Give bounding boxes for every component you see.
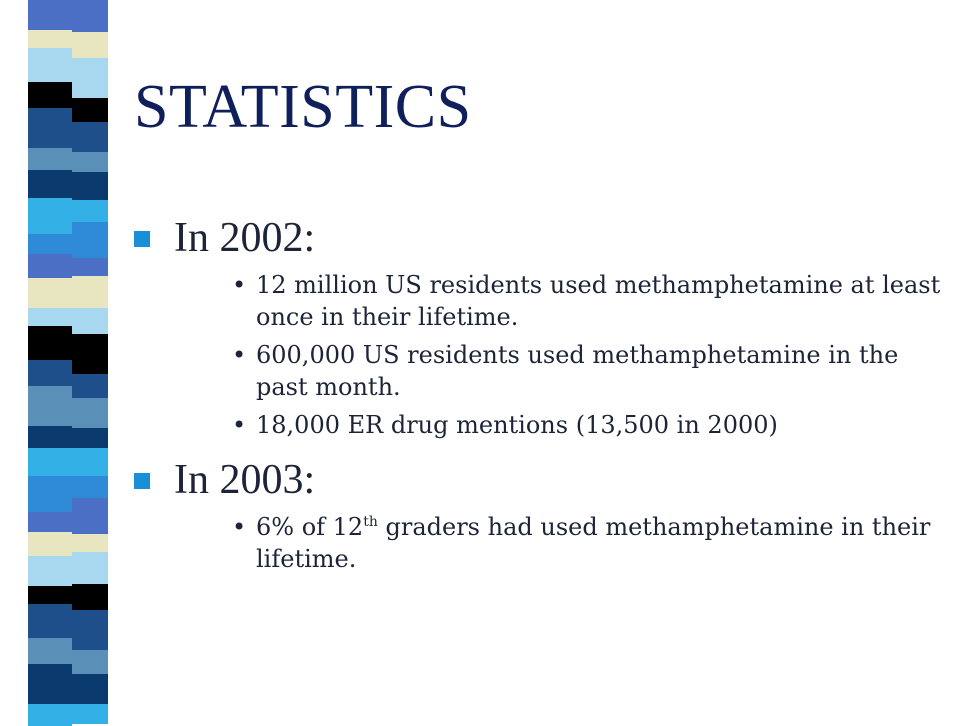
stripe-block bbox=[72, 200, 108, 222]
stripe-block bbox=[28, 234, 72, 254]
stripe-block bbox=[28, 108, 72, 148]
stripe-block bbox=[28, 704, 72, 726]
stripe-block bbox=[72, 448, 108, 476]
stripe-block bbox=[72, 172, 108, 200]
stripe-block bbox=[72, 674, 108, 704]
section-heading-2002: In 2002: bbox=[134, 214, 934, 262]
stripe-block bbox=[72, 498, 108, 534]
stripe-block bbox=[28, 360, 72, 386]
stripe-block bbox=[72, 374, 108, 398]
stripe-block bbox=[28, 604, 72, 638]
stripe-block bbox=[28, 198, 72, 234]
bullet-dot-icon: • bbox=[232, 513, 247, 542]
bullet-dot-icon: • bbox=[232, 341, 247, 370]
stripe-block bbox=[28, 148, 72, 170]
stripe-block bbox=[28, 30, 72, 48]
stripe-block bbox=[28, 664, 72, 704]
stripe-block bbox=[72, 704, 108, 724]
stripe-block bbox=[72, 0, 108, 32]
stripe-block bbox=[28, 532, 72, 556]
superscript: th bbox=[363, 514, 378, 531]
stripe-block bbox=[28, 586, 72, 604]
stripe-block bbox=[28, 638, 72, 664]
stripe-block bbox=[28, 556, 72, 586]
stripe-block bbox=[72, 152, 108, 172]
stripe-block bbox=[72, 58, 108, 98]
section-heading-2003: In 2003: bbox=[134, 456, 934, 504]
bullet-dot-icon: • bbox=[232, 410, 247, 439]
stripe-block bbox=[72, 428, 108, 448]
stripe-block bbox=[28, 0, 72, 30]
stripe-block bbox=[28, 82, 72, 108]
square-bullet-icon bbox=[134, 231, 150, 247]
list-item: • 12 million US residents used methamphetamine at least once in their lifetime. bbox=[232, 271, 941, 332]
stripe-block bbox=[72, 476, 108, 498]
stripe-block bbox=[72, 584, 108, 610]
stripe-block bbox=[28, 476, 72, 512]
stripe-block bbox=[72, 98, 108, 122]
stripe-block bbox=[28, 170, 72, 198]
stripe-block bbox=[28, 278, 72, 308]
list-item: • 18,000 ER drug mentions (13,500 in 2000) bbox=[232, 410, 946, 442]
stripe-block bbox=[72, 308, 108, 334]
section-2003-list bbox=[134, 512, 934, 576]
list-item: • 600,000 US residents used methamphetamine in the past month. bbox=[232, 341, 899, 402]
stripe-column-right bbox=[72, 0, 108, 720]
stripe-block bbox=[72, 398, 108, 428]
stripe-block bbox=[72, 334, 108, 374]
stripe-block bbox=[72, 258, 108, 276]
stripe-block bbox=[28, 386, 72, 426]
stripe-block bbox=[72, 122, 108, 152]
bullet-dot-icon: • bbox=[232, 271, 247, 300]
stripe-block bbox=[28, 426, 72, 448]
stripe-block bbox=[28, 326, 72, 360]
stripe-block bbox=[72, 32, 108, 58]
stripe-block bbox=[28, 254, 72, 278]
stripe-block bbox=[72, 552, 108, 584]
stripe-block bbox=[72, 610, 108, 650]
section-2002-list bbox=[134, 270, 941, 442]
slide-body bbox=[134, 214, 941, 582]
stripe-block bbox=[28, 48, 72, 82]
stripe-block bbox=[72, 650, 108, 674]
stripe-block bbox=[28, 308, 72, 326]
stripe-block bbox=[72, 222, 108, 258]
stripe-column-left bbox=[28, 0, 72, 720]
stripe-block bbox=[72, 276, 108, 308]
decorative-stripe-border bbox=[0, 0, 108, 720]
list-item: • 6% of 12th graders had used methamphetamine in their lifetime. bbox=[232, 513, 931, 574]
stripe-block bbox=[28, 448, 72, 476]
slide-title: STATISTICS bbox=[134, 73, 472, 141]
square-bullet-icon bbox=[134, 473, 150, 489]
stripe-block bbox=[72, 534, 108, 552]
stripe-block bbox=[28, 512, 72, 532]
